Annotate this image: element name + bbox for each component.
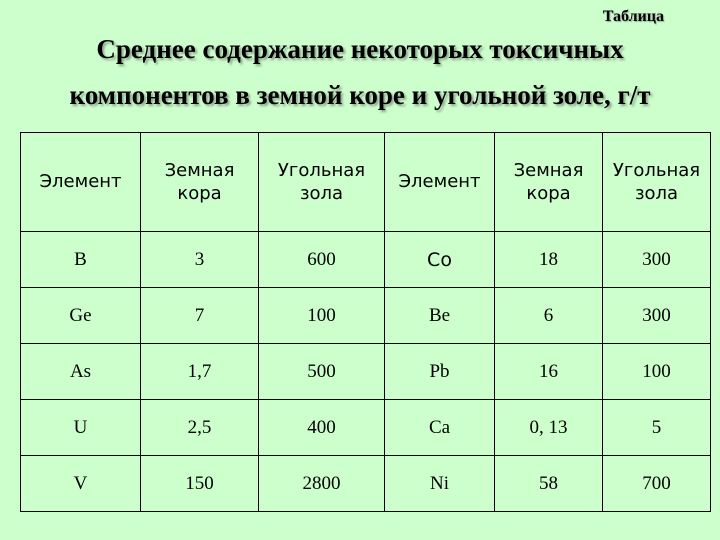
header-earth-crust-2: Земная кора [495, 133, 603, 232]
cell-coal-ash: 100 [603, 344, 711, 400]
cell-earth-crust: 16 [495, 344, 603, 400]
table-row [21, 456, 711, 512]
cell-element: B [21, 232, 141, 288]
cell-earth-crust: 7 [141, 288, 259, 344]
cell-element: As [21, 344, 141, 400]
cell-coal-ash: 2800 [259, 456, 385, 512]
cell-element: U [21, 400, 141, 456]
cell-earth-crust: 1,7 [141, 344, 259, 400]
cell-coal-ash: 400 [259, 400, 385, 456]
header-earth-crust-1: Земная кора [141, 133, 259, 232]
table-row [21, 232, 711, 288]
cell-earth-crust: 3 [141, 232, 259, 288]
table-row [21, 288, 711, 344]
cell-element: Be [385, 288, 495, 344]
cell-coal-ash: 700 [603, 456, 711, 512]
cell-element: Ni [385, 456, 495, 512]
cell-element: V [21, 456, 141, 512]
cell-coal-ash: 100 [259, 288, 385, 344]
cell-coal-ash: 300 [603, 232, 711, 288]
header-coal-ash-1: Угольная зола [259, 133, 385, 232]
data-table [20, 132, 711, 512]
cell-coal-ash: 600 [259, 232, 385, 288]
table-row [21, 344, 711, 400]
cell-earth-crust: 2,5 [141, 400, 259, 456]
header-element-1: Элемент [21, 133, 141, 232]
cell-coal-ash: 5 [603, 400, 711, 456]
cell-earth-crust: 58 [495, 456, 603, 512]
cell-earth-crust: 6 [495, 288, 603, 344]
cell-earth-crust: 18 [495, 232, 603, 288]
page-title-line-2: компонентов в земной коре и угольной золе, г/т [69, 80, 651, 110]
cell-coal-ash: 300 [603, 288, 711, 344]
page-title-line-1: Среднее содержание некоторых токсичных [96, 34, 624, 64]
cell-earth-crust: 150 [141, 456, 259, 512]
cell-element: Co [385, 232, 495, 288]
header-coal-ash-2: Угольная зола [603, 133, 711, 232]
header-element-2: Элемент [385, 133, 495, 232]
table-caption-tag: Таблица [602, 8, 664, 25]
cell-element: Pb [385, 344, 495, 400]
table-row [21, 400, 711, 456]
cell-earth-crust: 0, 13 [495, 400, 603, 456]
cell-element: Ca [385, 400, 495, 456]
cell-element: Ge [21, 288, 141, 344]
cell-coal-ash: 500 [259, 344, 385, 400]
table-header-row [21, 133, 711, 232]
